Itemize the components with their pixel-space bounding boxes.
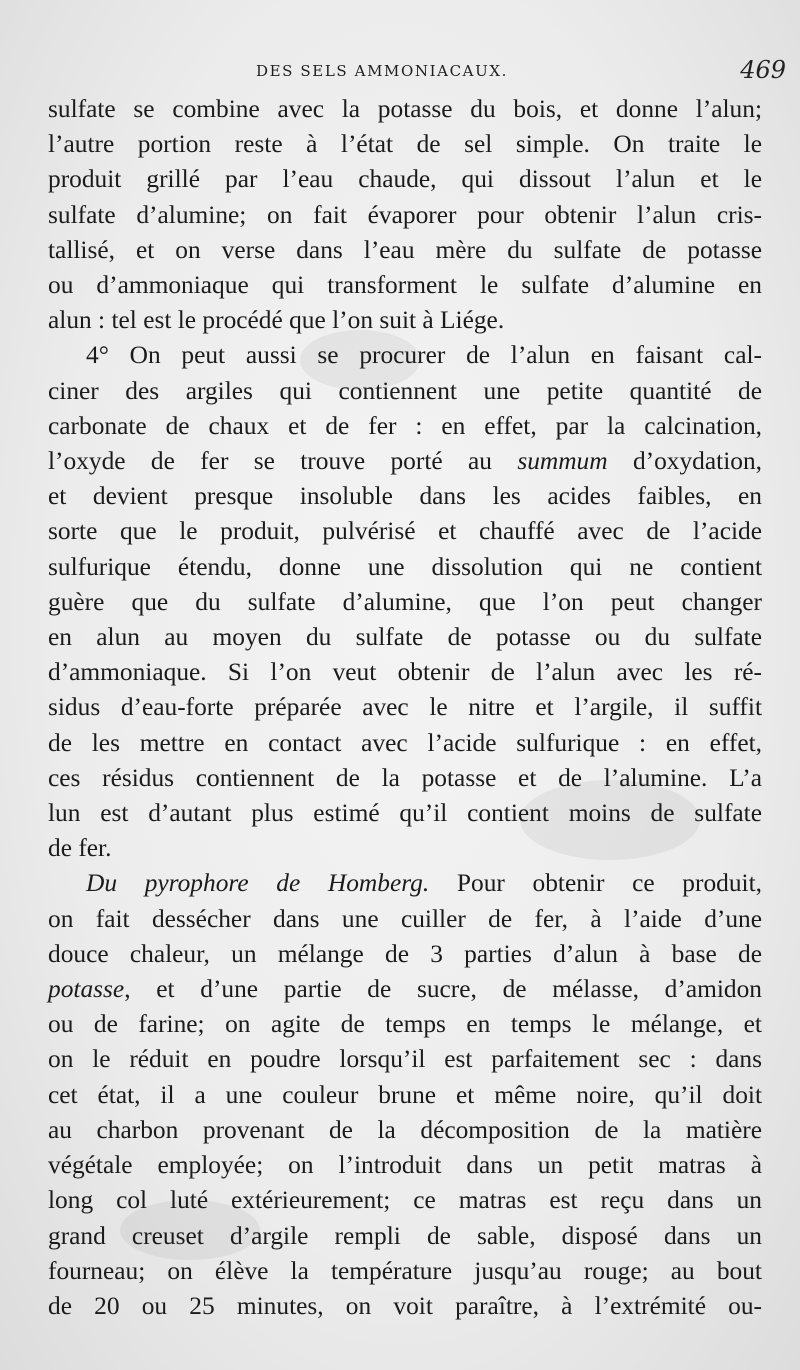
text-line: fourneau; on élève la température jusqu’au rouge; au bout bbox=[48, 1256, 762, 1285]
text-line: d’ammoniaque. Si l’on veut obtenir de l’alun avec les ré- bbox=[48, 658, 762, 687]
text-line: douce chaleur, un mélange de 3 parties d’alun à base de bbox=[48, 939, 762, 968]
text-line bbox=[48, 972, 762, 1007]
text-line: ces résidus contiennent de la potasse et de l’alumine. L’a bbox=[48, 763, 762, 792]
text-line: lun est d’autant plus estimé qu’il contient moins de sulfate bbox=[48, 799, 762, 828]
text-line: au charbon provenant de la décomposition de la matière bbox=[48, 1115, 762, 1144]
text-line: ou de farine; on agite de temps en temps le mélange, et bbox=[48, 1010, 762, 1039]
text-line: de les mettre en contact avec l’acide sulfurique : en effet, bbox=[48, 728, 762, 757]
text-line: cet état, il a une couleur brune et même noire, qu’il doit bbox=[48, 1080, 762, 1109]
text-line: ciner des argiles qui contiennent une petite quantité de bbox=[48, 376, 762, 405]
text-line: sulfurique étendu, donne une dissolution qui ne contient bbox=[48, 552, 762, 581]
text-line: végétale employée; on l’introduit dans un petit matras à bbox=[48, 1151, 762, 1180]
text-fragment: Pour obtenir ce produit, bbox=[429, 869, 763, 898]
text-line: guère que du sulfate d’alumine, que l’on peut changer bbox=[48, 587, 762, 616]
text-line: 4° On peut aussi se procurer de l’alun en faisant cal- bbox=[86, 341, 762, 370]
text-fragment: , et d’une partie de sucre, de mélasse, d’amidon bbox=[124, 975, 762, 1004]
italic-term: summum bbox=[517, 447, 608, 476]
text-line: de 20 ou 25 minutes, on voit paraître, à l’extrémité ou- bbox=[48, 1291, 762, 1320]
text-fragment: d’oxydation, bbox=[607, 447, 762, 476]
section-heading-italic: Du pyrophore de Homberg. bbox=[86, 869, 430, 898]
text-line: on fait dessécher dans une cuiller de fer, à l’aide d’une bbox=[48, 904, 762, 933]
body-text bbox=[48, 92, 762, 1324]
text-line: grand creuset d’argile rempli de sable, disposé dans un bbox=[48, 1221, 762, 1250]
text-line: l’autre portion reste à l’état de sel simple. On traite le bbox=[48, 130, 762, 159]
page-number: 469 bbox=[740, 56, 786, 84]
text-line: alun : tel est le procédé que l’on suit à Liége. bbox=[48, 306, 505, 335]
text-line: et devient presque insoluble dans les acides faibles, en bbox=[48, 482, 762, 511]
text-line: tallisé, et on verse dans l’eau mère du sulfate de potasse bbox=[48, 235, 762, 264]
text-line: produit grillé par l’eau chaude, qui dissout l’alun et le bbox=[48, 165, 762, 194]
text-line: carbonate de chaux et de fer : en effet, par la calcination, bbox=[48, 411, 762, 440]
text-line bbox=[48, 444, 762, 479]
text-line: sulfate d’alumine; on fait évaporer pour obtenir l’alun cris- bbox=[48, 200, 762, 229]
text-fragment: l’oxyde de fer se trouve porté au bbox=[48, 447, 518, 476]
text-line: de fer. bbox=[48, 834, 112, 863]
italic-term: potasse bbox=[48, 975, 125, 1004]
text-line: en alun au moyen du sulfate de potasse ou du sulfate bbox=[48, 623, 762, 652]
page-header bbox=[0, 56, 800, 96]
running-head: DES SELS AMMONIACAUX. bbox=[256, 62, 508, 80]
text-line bbox=[48, 866, 762, 901]
text-line: ou d’ammoniaque qui transforment le sulfate d’alumine en bbox=[48, 271, 762, 300]
text-line: long col luté extérieurement; ce matras est reçu dans un bbox=[48, 1186, 762, 1215]
text-line: sulfate se combine avec la potasse du bois, et donne l’alun; bbox=[48, 95, 762, 123]
text-line: on le réduit en poudre lorsqu’il est parfaitement sec : dans bbox=[48, 1045, 762, 1074]
text-line: sorte que le produit, pulvérisé et chauffé avec de l’acide bbox=[48, 517, 762, 546]
text-line: sidus d’eau-forte préparée avec le nitre et l’argile, il suffit bbox=[48, 693, 762, 722]
